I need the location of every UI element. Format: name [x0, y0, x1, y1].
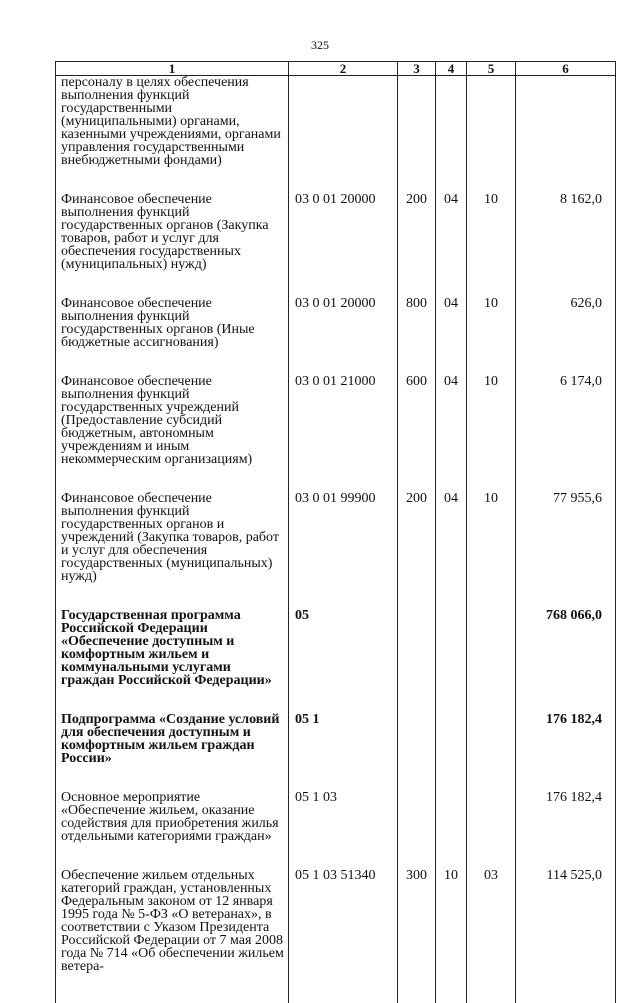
cell-rz: [436, 713, 467, 765]
cell-amount: 626,0: [516, 297, 616, 349]
row-spacer: [516, 687, 616, 713]
col-header-vr: 3: [398, 62, 436, 76]
cell-pr: [467, 76, 516, 168]
cell-amount: 176 182,4: [516, 713, 616, 765]
row-spacer: [56, 687, 289, 713]
budget-table: [55, 61, 616, 1003]
row-spacer: [398, 973, 436, 1003]
row-spacer: [436, 349, 467, 375]
cell-vr: 200: [398, 492, 436, 583]
row-spacer: [436, 466, 467, 492]
row-spacer: [467, 687, 516, 713]
table-row: [56, 76, 616, 168]
cell-pr: 03: [467, 869, 516, 973]
cell-pr: 10: [467, 375, 516, 466]
row-spacer: [436, 271, 467, 297]
row-spacer: [398, 687, 436, 713]
row-spacer: [516, 583, 616, 609]
cell-rz: 10: [436, 869, 467, 973]
col-header-pr: 5: [467, 62, 516, 76]
cell-rz: 04: [436, 193, 467, 271]
row-spacer: [398, 843, 436, 869]
cell-amount: 6 174,0: [516, 375, 616, 466]
cell-amount: 8 162,0: [516, 193, 616, 271]
row-spacer: [289, 687, 398, 713]
row-spacer: [289, 167, 398, 193]
row-spacer: [467, 843, 516, 869]
cell-code: 03 0 01 99900: [289, 492, 398, 583]
cell-rz: 04: [436, 492, 467, 583]
cell-vr: [398, 791, 436, 843]
row-spacer: [436, 973, 467, 1003]
cell-rz: [436, 791, 467, 843]
cell-amount: 114 525,0: [516, 869, 616, 973]
row-spacer: [467, 583, 516, 609]
cell-pr: 10: [467, 297, 516, 349]
cell-name: Финансовое обеспечение выполнения функций государственных органов (Иные бюджетные ассигнования): [56, 297, 289, 349]
cell-code: [289, 76, 398, 168]
row-spacer: [436, 843, 467, 869]
row-spacer: [516, 271, 616, 297]
row-spacer: [516, 973, 616, 1003]
table-row: [56, 297, 616, 349]
row-spacer: [56, 466, 289, 492]
row-spacer: [56, 271, 289, 297]
row-spacer: [398, 167, 436, 193]
table-row: [56, 791, 616, 843]
cell-name: Финансовое обеспечение выполнения функций государственных органов (Закупка товаров, работ и услуг для обеспечения государственных (муниципальных) нужд): [56, 193, 289, 271]
table-row: [56, 609, 616, 687]
cell-amount: 77 955,6: [516, 492, 616, 583]
row-spacer: [467, 765, 516, 791]
row-spacer: [516, 843, 616, 869]
row-spacer: [516, 765, 616, 791]
row-spacer: [289, 349, 398, 375]
header-row: [56, 62, 616, 76]
row-spacer: [516, 349, 616, 375]
row-spacer: [289, 583, 398, 609]
cell-amount: [516, 76, 616, 168]
row-spacer: [516, 466, 616, 492]
cell-vr: [398, 713, 436, 765]
table-row: [56, 713, 616, 765]
table-row: [56, 492, 616, 583]
cell-vr: 200: [398, 193, 436, 271]
row-spacer: [289, 843, 398, 869]
page-number: 325: [311, 38, 329, 52]
row-spacer: [398, 271, 436, 297]
row-spacer: [398, 583, 436, 609]
row-spacer: [398, 466, 436, 492]
cell-vr: 600: [398, 375, 436, 466]
cell-pr: 10: [467, 193, 516, 271]
row-spacer: [289, 271, 398, 297]
cell-name: Обеспечение жильем отдельных категорий граждан, установленных Федеральным законом от 12 января 1995 года № 5-ФЗ «О ветеранах», в соответствии с Указом Президента Российской Федерации от 7 мая 2008 года № 714 «Об обеспечении жильем ветера-: [56, 869, 289, 973]
cell-code: 03 0 01 20000: [289, 193, 398, 271]
row-spacer: [289, 765, 398, 791]
cell-name: Финансовое обеспечение выполнения функций государственных органов и учреждений (Закупка товаров, работ и услуг для обеспечения государственных (муниципальных) нужд): [56, 492, 289, 583]
cell-name: Финансовое обеспечение выполнения функций государственных учреждений (Предоставление субсидий бюджетным, автономным учреждениям и иным некоммерческим организациям): [56, 375, 289, 466]
cell-rz: 04: [436, 297, 467, 349]
cell-rz: [436, 609, 467, 687]
cell-vr: 300: [398, 869, 436, 973]
row-spacer: [289, 973, 398, 1003]
row-spacer: [56, 349, 289, 375]
row-spacer: [436, 765, 467, 791]
table-row: [56, 193, 616, 271]
row-spacer: [436, 583, 467, 609]
row-spacer: [398, 765, 436, 791]
row-spacer: [467, 167, 516, 193]
row-spacer: [398, 349, 436, 375]
cell-code: 05: [289, 609, 398, 687]
cell-code: 05 1: [289, 713, 398, 765]
cell-amount: 768 066,0: [516, 609, 616, 687]
col-header-name: 1: [56, 62, 289, 76]
row-spacer: [467, 466, 516, 492]
row-spacer: [56, 765, 289, 791]
row-spacer: [467, 973, 516, 1003]
cell-pr: 10: [467, 492, 516, 583]
cell-vr: [398, 76, 436, 168]
cell-rz: 04: [436, 375, 467, 466]
cell-name: Государственная программа Российской Федерации «Обеспечение доступным и комфортным жильем и коммунальными услугами граждан Российской Федерации»: [56, 609, 289, 687]
row-spacer: [56, 583, 289, 609]
cell-name: Подпрограмма «Создание условий для обеспечения доступным и комфортным жильем граждан России»: [56, 713, 289, 765]
cell-amount: 176 182,4: [516, 791, 616, 843]
col-header-amount: 6: [516, 62, 616, 76]
row-spacer: [289, 466, 398, 492]
cell-rz: [436, 76, 467, 168]
table-row: [56, 375, 616, 466]
cell-vr: 800: [398, 297, 436, 349]
col-header-rz: 4: [436, 62, 467, 76]
cell-pr: [467, 609, 516, 687]
cell-code: 05 1 03 51340: [289, 869, 398, 973]
cell-code: 03 0 01 21000: [289, 375, 398, 466]
row-spacer: [516, 167, 616, 193]
table-row: [56, 869, 616, 973]
row-spacer: [56, 843, 289, 869]
row-spacer: [56, 973, 289, 1003]
cell-pr: [467, 791, 516, 843]
cell-name: Основное мероприятие «Обеспечение жильем, оказание содействия для приобретения жилья отдельными категориями граждан»: [56, 791, 289, 843]
cell-code: 05 1 03: [289, 791, 398, 843]
row-spacer: [467, 349, 516, 375]
cell-pr: [467, 713, 516, 765]
row-spacer: [436, 167, 467, 193]
row-spacer: [467, 271, 516, 297]
row-spacer: [436, 687, 467, 713]
cell-code: 03 0 01 20000: [289, 297, 398, 349]
col-header-code: 2: [289, 62, 398, 76]
cell-vr: [398, 609, 436, 687]
row-spacer: [56, 167, 289, 193]
cell-name: персоналу в целях обеспечения выполнения функций государственными (муниципальными) органами, казенными учреждениями, органами управления государственными внебюджетными фондами): [56, 76, 289, 168]
